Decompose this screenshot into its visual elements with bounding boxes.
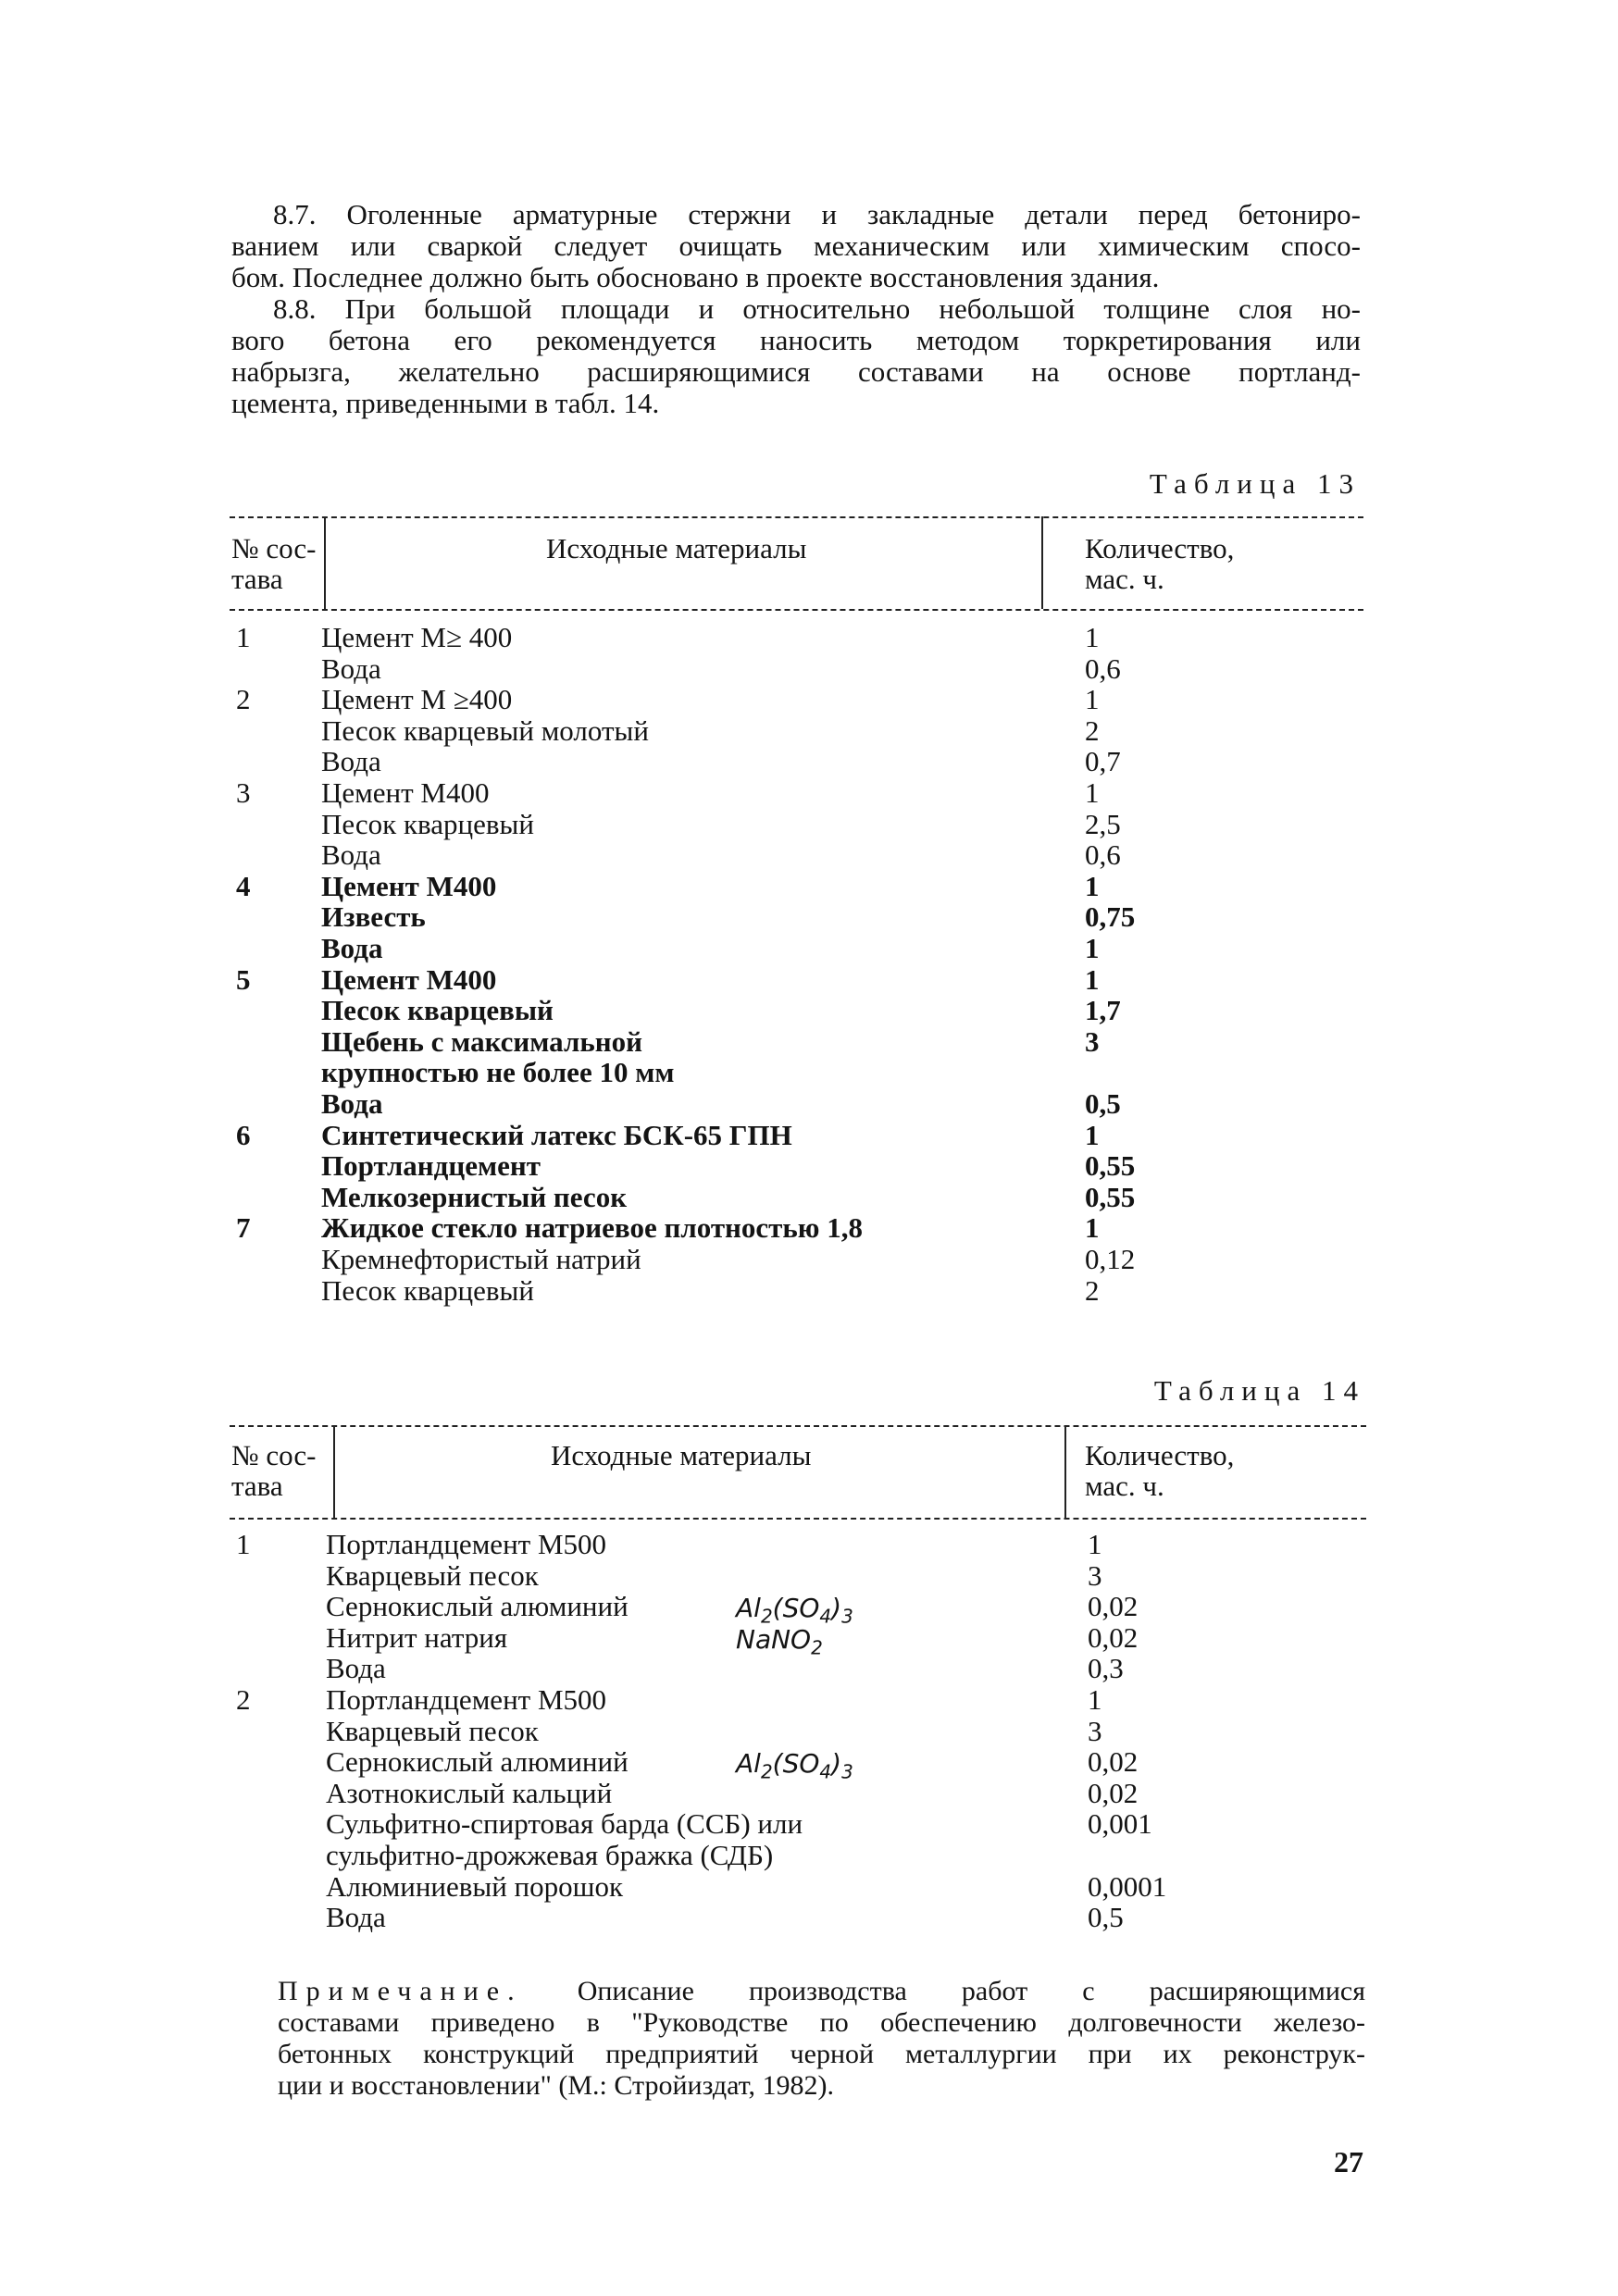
row-quantity: 0,6 xyxy=(1085,652,1121,685)
row-quantity: 0,0001 xyxy=(1088,1869,1167,1903)
paragraph-line: 8.7. Оголенные арматурные стержни и закладные детали перед бетониро- xyxy=(273,198,1361,230)
table-14-caption: Таблица 14 xyxy=(1153,1374,1365,1407)
header-quantity-line: мас. ч. xyxy=(1085,563,1164,595)
header-number xyxy=(231,533,316,594)
row-material: Вода xyxy=(321,1087,383,1120)
row-quantity: 0,5 xyxy=(1085,1087,1121,1120)
row-quantity: 0,001 xyxy=(1088,1807,1152,1841)
row-quantity: 2 xyxy=(1085,1273,1100,1307)
row-material: Сернокислый алюминий xyxy=(326,1590,629,1623)
chemical-formula: $Al_2(SO_4)_3$ xyxy=(736,1593,853,1628)
row-material: Сульфитно-спиртовая барда (ССБ) или xyxy=(326,1807,803,1841)
row-material: Песок кварцевый молотый xyxy=(321,714,649,747)
header-number-line: тава xyxy=(231,1470,283,1502)
note xyxy=(278,1976,1365,2102)
column-divider xyxy=(1064,1425,1066,1518)
row-quantity: 0,75 xyxy=(1085,900,1136,934)
chemical-formula: NaNO$_2$ xyxy=(736,1623,823,1659)
row-quantity: 1 xyxy=(1085,776,1100,809)
row-material: Нитрит натрия xyxy=(326,1620,508,1654)
row-number: 2 xyxy=(236,683,251,716)
row-quantity: 0,02 xyxy=(1088,1776,1139,1809)
row-material: Алюминиевый порошок xyxy=(326,1869,624,1903)
note-line: бетонных конструкций предприятий черной металлургии при их реконструк- xyxy=(278,2039,1365,2069)
page-number: 27 xyxy=(1334,2145,1363,2178)
row-number: 7 xyxy=(236,1211,251,1245)
row-quantity: 0,55 xyxy=(1085,1149,1136,1183)
note-line: составами приведено в "Руководстве по обеспечению долговечности железо- xyxy=(278,2007,1365,2038)
row-material: Кварцевый песок xyxy=(326,1558,539,1592)
row-material: Песок кварцевый xyxy=(321,994,554,1027)
row-quantity: 0,3 xyxy=(1088,1652,1124,1685)
row-quantity: 0,12 xyxy=(1085,1243,1136,1275)
row-quantity: 3 xyxy=(1085,1024,1100,1058)
row-number: 2 xyxy=(236,1683,251,1716)
row-material: Цемент М≥ 400 xyxy=(321,621,513,653)
column-divider xyxy=(333,1425,335,1518)
row-material: Кварцевый песок xyxy=(326,1714,539,1747)
paragraph-8-7 xyxy=(231,199,1361,293)
row-quantity: 0,55 xyxy=(1085,1180,1136,1213)
header-materials: Исходные материалы xyxy=(551,1439,812,1471)
header-quantity-line: Количество, xyxy=(1085,1439,1235,1471)
row-quantity: 0,7 xyxy=(1085,745,1121,778)
row-material: Портландцемент М500 xyxy=(326,1683,607,1716)
row-material: Цемент М400 xyxy=(321,869,497,902)
row-material: Песок кварцевый xyxy=(321,807,534,840)
row-material: Сернокислый алюминий xyxy=(326,1745,629,1779)
row-quantity: 0,02 xyxy=(1088,1620,1139,1654)
row-material: Цемент М400 xyxy=(321,962,497,996)
row-material: Мелкозернистый песок xyxy=(321,1180,628,1213)
row-quantity: 0,02 xyxy=(1088,1745,1139,1779)
paragraph-line: цемента, приведенными в табл. 14. xyxy=(231,387,660,419)
row-material: Жидкое стекло натриевое плотностью 1,8 xyxy=(321,1211,863,1245)
row-quantity: 0,5 xyxy=(1088,1901,1124,1934)
row-quantity: 1 xyxy=(1085,932,1100,964)
paragraph-line: ванием или сваркой следует очищать механическим или химическим спосо- xyxy=(231,230,1361,262)
row-number: 5 xyxy=(236,962,251,996)
header-number-line: № сос- xyxy=(231,532,317,565)
header-quantity-line: мас. ч. xyxy=(1085,1470,1164,1502)
header-quantity xyxy=(1085,1440,1234,1501)
row-material: Цемент М400 xyxy=(321,776,490,809)
row-material: Известь xyxy=(321,900,426,934)
header-quantity xyxy=(1085,533,1234,594)
chemical-formula: $Al_2(SO_4)_3$ xyxy=(736,1748,853,1783)
row-quantity: 1 xyxy=(1085,1211,1100,1245)
note-line: ции и восстановлении" (М.: Стройиздат, 1982). xyxy=(278,2070,835,2101)
table-header-rule xyxy=(230,609,1363,611)
row-quantity: 2,5 xyxy=(1085,807,1121,840)
note-text: Описание производства работ с расширяющимися xyxy=(577,1976,1365,2006)
row-quantity: 3 xyxy=(1088,1558,1102,1592)
row-material: Вода xyxy=(321,932,383,964)
row-material: Портландцемент М500 xyxy=(326,1528,607,1560)
header-number-line: тава xyxy=(231,563,283,595)
row-material: Вода xyxy=(321,838,381,872)
row-number: 1 xyxy=(236,621,251,653)
row-quantity: 1,7 xyxy=(1085,994,1121,1027)
row-quantity: 0,6 xyxy=(1085,838,1121,872)
row-quantity: 1 xyxy=(1088,1683,1102,1716)
row-quantity: 1 xyxy=(1085,962,1100,996)
paragraph-line: набрызга, желательно расширяющимися составами на основе портланд- xyxy=(231,355,1361,388)
row-number: 4 xyxy=(236,869,251,902)
row-material: Цемент М ≥400 xyxy=(321,683,513,716)
column-divider xyxy=(324,516,326,609)
row-material: крупностью не более 10 мм xyxy=(321,1056,675,1089)
table-13-caption: Таблица 13 xyxy=(1149,467,1361,500)
row-material: Азотнокислый кальций xyxy=(326,1776,613,1809)
row-quantity: 1 xyxy=(1088,1528,1102,1560)
row-quantity: 0,02 xyxy=(1088,1590,1139,1623)
row-material: Щебень с максимальной xyxy=(321,1024,642,1058)
header-number-line: № сос- xyxy=(231,1439,317,1471)
row-material: Синтетический латекс БСК-65 ГПН xyxy=(321,1118,792,1151)
paragraph-line: 8.8. При большой площади и относительно небольшой толщине слоя но- xyxy=(273,292,1361,325)
table-header-rule xyxy=(230,1518,1366,1520)
row-quantity: 1 xyxy=(1085,683,1100,716)
column-divider xyxy=(1041,516,1043,609)
row-material: сульфитно-дрожжевая бражка (СДБ) xyxy=(326,1839,774,1871)
paragraph-line: вого бетона его рекомендуется наносить методом торкретирования или xyxy=(231,324,1361,356)
row-quantity: 3 xyxy=(1088,1714,1102,1747)
row-material: Вода xyxy=(326,1652,386,1685)
row-number: 1 xyxy=(236,1528,251,1560)
row-material: Портландцемент xyxy=(321,1149,541,1183)
row-material: Кремнефтористый натрий xyxy=(321,1243,641,1275)
row-quantity: 2 xyxy=(1085,714,1100,747)
table-top-rule xyxy=(230,1425,1366,1427)
row-number: 6 xyxy=(236,1118,251,1151)
header-quantity-line: Количество, xyxy=(1085,532,1235,565)
paragraph-line: бом. Последнее должно быть обосновано в проекте восстановления здания. xyxy=(231,261,1160,293)
row-number: 3 xyxy=(236,776,251,809)
row-quantity: 1 xyxy=(1085,869,1100,902)
row-material: Вода xyxy=(326,1901,386,1934)
note-line xyxy=(278,1976,1365,2007)
header-number xyxy=(231,1440,316,1501)
row-material: Песок кварцевый xyxy=(321,1273,534,1307)
row-material: Вода xyxy=(321,745,381,778)
row-quantity: 1 xyxy=(1085,621,1100,653)
row-material: Вода xyxy=(321,652,381,685)
row-quantity: 1 xyxy=(1085,1118,1100,1151)
paragraph-8-8 xyxy=(231,293,1361,419)
table-top-rule xyxy=(230,516,1363,518)
header-materials: Исходные материалы xyxy=(546,532,807,565)
note-label: Примечание. xyxy=(278,1976,523,2006)
